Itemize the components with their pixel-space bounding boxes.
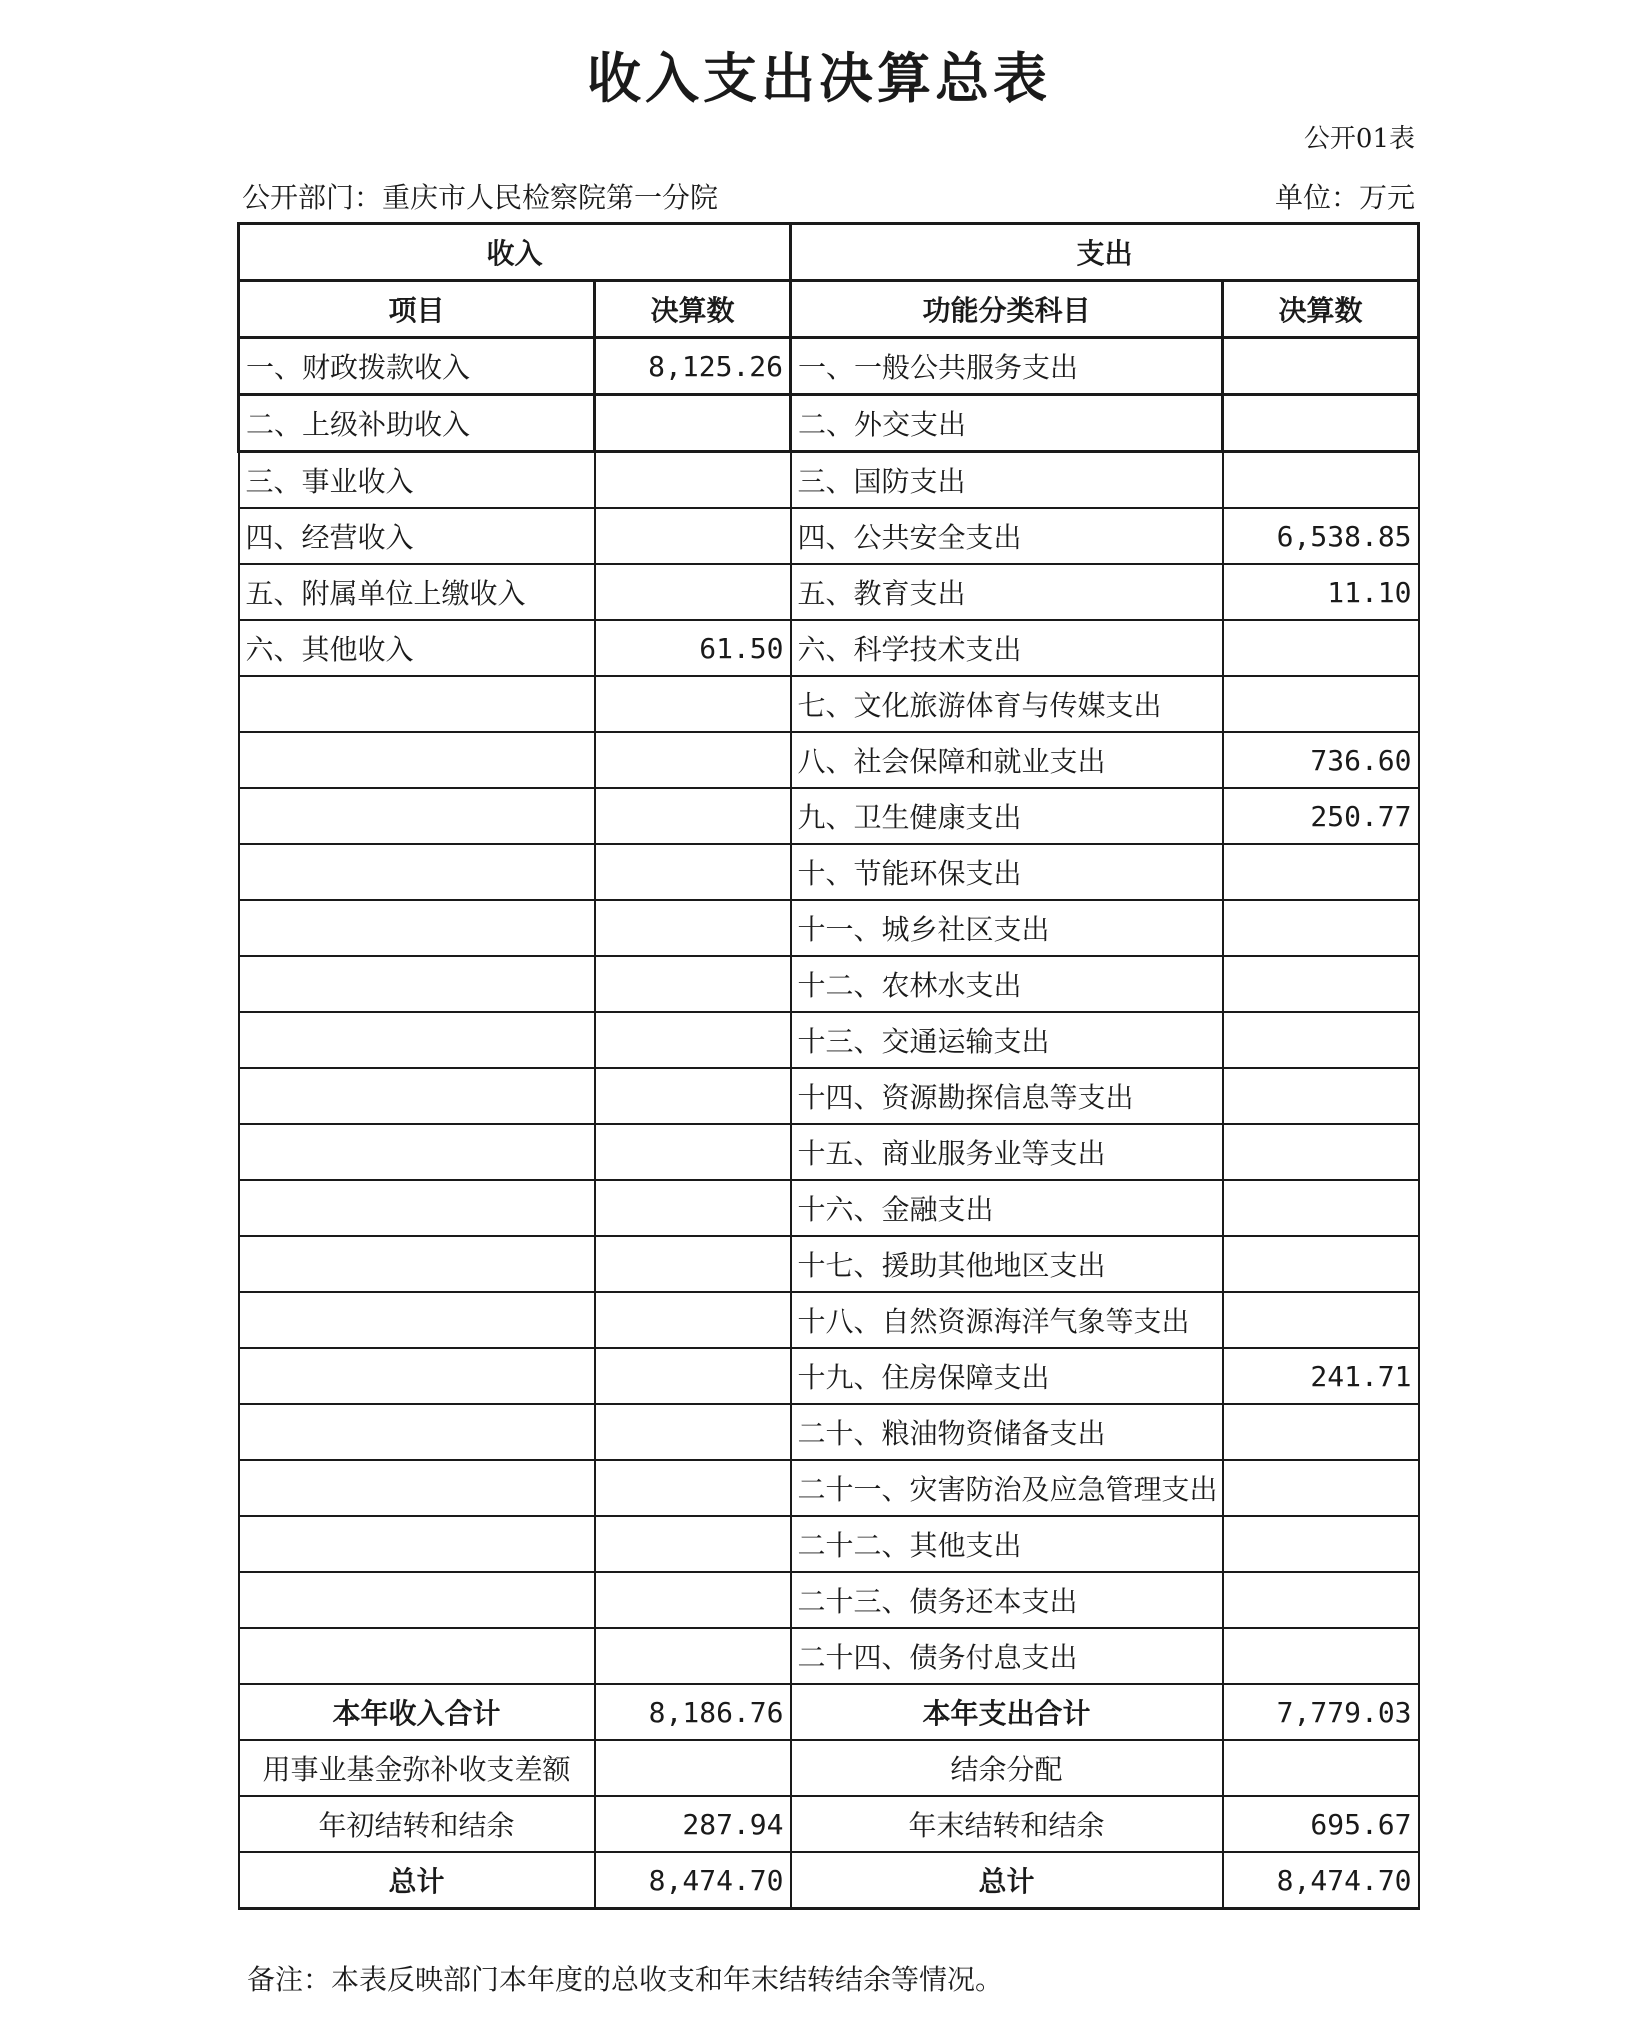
income-item-cell: 二、上级补助收入 bbox=[239, 395, 595, 452]
expense-item-cell: 四、公共安全支出 bbox=[791, 508, 1223, 564]
expense-amount-cell bbox=[1223, 620, 1419, 676]
summary-income-amount bbox=[595, 1740, 791, 1796]
table-row bbox=[239, 1628, 1419, 1684]
expense-item-cell: 六、科学技术支出 bbox=[791, 620, 1223, 676]
income-item-cell bbox=[239, 844, 595, 900]
table-row bbox=[239, 1180, 1419, 1236]
expense-amount-cell bbox=[1223, 1628, 1419, 1684]
expense-item-cell: 二十三、债务还本支出 bbox=[791, 1572, 1223, 1628]
income-amount-cell bbox=[595, 900, 791, 956]
table-row bbox=[239, 1516, 1419, 1572]
table-row bbox=[239, 452, 1419, 509]
income-amount-cell bbox=[595, 1348, 791, 1404]
income-item-cell bbox=[239, 1348, 595, 1404]
summary-expense-label: 总计 bbox=[791, 1852, 1223, 1909]
income-amount-cell bbox=[595, 788, 791, 844]
income-item-cell bbox=[239, 1068, 595, 1124]
table-row bbox=[239, 508, 1419, 564]
table-column-header-row bbox=[239, 281, 1419, 338]
table-row bbox=[239, 338, 1419, 395]
expense-item-cell: 十六、金融支出 bbox=[791, 1180, 1223, 1236]
expense-item-cell: 二十、粮油物资储备支出 bbox=[791, 1404, 1223, 1460]
income-item-cell bbox=[239, 1404, 595, 1460]
income-item-cell: 一、财政拨款收入 bbox=[239, 338, 595, 395]
expense-amount-cell bbox=[1223, 676, 1419, 732]
table-row bbox=[239, 395, 1419, 452]
summary-row bbox=[239, 1796, 1419, 1852]
expense-amount-cell bbox=[1223, 395, 1419, 452]
income-amount-header: 决算数 bbox=[595, 281, 791, 338]
income-amount-cell bbox=[595, 1236, 791, 1292]
expense-item-cell: 八、社会保障和就业支出 bbox=[791, 732, 1223, 788]
income-item-cell: 五、附属单位上缴收入 bbox=[239, 564, 595, 620]
table-row bbox=[239, 732, 1419, 788]
summary-income-amount: 8,474.70 bbox=[595, 1852, 791, 1909]
income-item-cell: 四、经营收入 bbox=[239, 508, 595, 564]
expense-item-cell: 十、节能环保支出 bbox=[791, 844, 1223, 900]
table-row bbox=[239, 788, 1419, 844]
income-item-cell bbox=[239, 1292, 595, 1348]
income-item-cell bbox=[239, 788, 595, 844]
expense-section-header: 支出 bbox=[791, 224, 1419, 281]
income-amount-cell bbox=[595, 564, 791, 620]
table-row bbox=[239, 620, 1419, 676]
budget-table bbox=[237, 222, 1420, 1910]
table-row bbox=[239, 1292, 1419, 1348]
summary-income-label: 总计 bbox=[239, 1852, 595, 1909]
expense-amount-cell bbox=[1223, 1516, 1419, 1572]
income-amount-cell bbox=[595, 1404, 791, 1460]
income-item-cell bbox=[239, 1628, 595, 1684]
expense-amount-cell bbox=[1223, 452, 1419, 509]
page-title: 收入支出决算总表 bbox=[587, 47, 1051, 110]
table-row bbox=[239, 564, 1419, 620]
income-item-cell bbox=[239, 1572, 595, 1628]
income-item-cell bbox=[239, 900, 595, 956]
income-amount-cell bbox=[595, 956, 791, 1012]
summary-expense-label: 年末结转和结余 bbox=[791, 1796, 1223, 1852]
income-amount-cell bbox=[595, 1460, 791, 1516]
summary-income-amount: 8,186.76 bbox=[595, 1684, 791, 1740]
expense-item-cell: 一、一般公共服务支出 bbox=[791, 338, 1223, 395]
summary-income-label: 年初结转和结余 bbox=[239, 1796, 595, 1852]
summary-income-amount: 287.94 bbox=[595, 1796, 791, 1852]
income-item-cell: 六、其他收入 bbox=[239, 620, 595, 676]
income-item-cell bbox=[239, 1012, 595, 1068]
expense-amount-cell: 241.71 bbox=[1223, 1348, 1419, 1404]
expense-item-cell: 二十二、其他支出 bbox=[791, 1516, 1223, 1572]
expense-item-cell: 十一、城乡社区支出 bbox=[791, 900, 1223, 956]
income-amount-cell bbox=[595, 1572, 791, 1628]
table-row bbox=[239, 844, 1419, 900]
income-item-header: 项目 bbox=[239, 281, 595, 338]
expense-amount-cell bbox=[1223, 956, 1419, 1012]
income-item-cell bbox=[239, 1180, 595, 1236]
expense-amount-cell bbox=[1223, 1572, 1419, 1628]
income-amount-cell bbox=[595, 676, 791, 732]
expense-item-cell: 二十四、债务付息支出 bbox=[791, 1628, 1223, 1684]
expense-item-header: 功能分类科目 bbox=[791, 281, 1223, 338]
expense-item-cell: 五、教育支出 bbox=[791, 564, 1223, 620]
expense-item-cell: 十七、援助其他地区支出 bbox=[791, 1236, 1223, 1292]
expense-item-cell: 三、国防支出 bbox=[791, 452, 1223, 509]
table-body bbox=[239, 338, 1419, 1909]
expense-item-cell: 十八、自然资源海洋气象等支出 bbox=[791, 1292, 1223, 1348]
income-item-cell: 三、事业收入 bbox=[239, 452, 595, 509]
department-label: 公开部门：重庆市人民检察院第一分院 bbox=[242, 181, 719, 214]
expense-amount-cell bbox=[1223, 1460, 1419, 1516]
expense-amount-cell bbox=[1223, 1124, 1419, 1180]
income-item-cell bbox=[239, 676, 595, 732]
table-row bbox=[239, 1348, 1419, 1404]
income-amount-cell bbox=[595, 732, 791, 788]
table-row bbox=[239, 956, 1419, 1012]
income-amount-cell bbox=[595, 452, 791, 509]
income-item-cell bbox=[239, 1516, 595, 1572]
unit-label: 单位：万元 bbox=[1274, 181, 1415, 214]
summary-row bbox=[239, 1740, 1419, 1796]
income-item-cell bbox=[239, 1460, 595, 1516]
expense-amount-cell bbox=[1223, 1404, 1419, 1460]
income-amount-cell bbox=[595, 1012, 791, 1068]
summary-income-label: 用事业基金弥补收支差额 bbox=[239, 1740, 595, 1796]
summary-expense-label: 本年支出合计 bbox=[791, 1684, 1223, 1740]
expense-amount-cell bbox=[1223, 1068, 1419, 1124]
expense-amount-cell bbox=[1223, 1292, 1419, 1348]
summary-expense-amount: 695.67 bbox=[1223, 1796, 1419, 1852]
expense-item-cell: 二、外交支出 bbox=[791, 395, 1223, 452]
summary-expense-amount: 8,474.70 bbox=[1223, 1852, 1419, 1909]
income-amount-cell: 8,125.26 bbox=[595, 338, 791, 395]
income-amount-cell bbox=[595, 1628, 791, 1684]
table-row bbox=[239, 1404, 1419, 1460]
income-amount-cell bbox=[595, 1516, 791, 1572]
summary-expense-label: 结余分配 bbox=[791, 1740, 1223, 1796]
income-amount-cell bbox=[595, 1292, 791, 1348]
expense-amount-cell: 250.77 bbox=[1223, 788, 1419, 844]
expense-amount-cell bbox=[1223, 1012, 1419, 1068]
table-section-header-row bbox=[239, 224, 1419, 281]
table-row bbox=[239, 1572, 1419, 1628]
summary-row bbox=[239, 1684, 1419, 1740]
summary-expense-amount: 7,779.03 bbox=[1223, 1684, 1419, 1740]
income-amount-cell bbox=[595, 395, 791, 452]
table-row bbox=[239, 1012, 1419, 1068]
income-item-cell bbox=[239, 732, 595, 788]
income-amount-cell bbox=[595, 1180, 791, 1236]
expense-item-cell: 十九、住房保障支出 bbox=[791, 1348, 1223, 1404]
expense-amount-cell bbox=[1223, 338, 1419, 395]
income-section-header: 收入 bbox=[239, 224, 791, 281]
table-row bbox=[239, 900, 1419, 956]
table-row bbox=[239, 1460, 1419, 1516]
expense-item-cell: 二十一、灾害防治及应急管理支出 bbox=[791, 1460, 1223, 1516]
table-row bbox=[239, 676, 1419, 732]
expense-amount-cell: 11.10 bbox=[1223, 564, 1419, 620]
summary-expense-amount bbox=[1223, 1740, 1419, 1796]
expense-amount-cell bbox=[1223, 844, 1419, 900]
income-item-cell bbox=[239, 956, 595, 1012]
expense-amount-cell: 6,538.85 bbox=[1223, 508, 1419, 564]
income-amount-cell bbox=[595, 508, 791, 564]
summary-row bbox=[239, 1852, 1419, 1909]
expense-item-cell: 十二、农林水支出 bbox=[791, 956, 1223, 1012]
expense-item-cell: 七、文化旅游体育与传媒支出 bbox=[791, 676, 1223, 732]
expense-amount-header: 决算数 bbox=[1223, 281, 1419, 338]
table-row bbox=[239, 1236, 1419, 1292]
income-amount-cell bbox=[595, 844, 791, 900]
income-amount-cell bbox=[595, 1068, 791, 1124]
income-amount-cell bbox=[595, 1124, 791, 1180]
summary-income-label: 本年收入合计 bbox=[239, 1684, 595, 1740]
table-row bbox=[239, 1124, 1419, 1180]
expense-amount-cell bbox=[1223, 900, 1419, 956]
form-number: 公开01表 bbox=[1303, 124, 1415, 154]
expense-amount-cell bbox=[1223, 1236, 1419, 1292]
table-row bbox=[239, 1068, 1419, 1124]
footnote: 备注：本表反映部门本年度的总收支和年末结转结余等情况。 bbox=[247, 1963, 1004, 1996]
expense-item-cell: 十四、资源勘探信息等支出 bbox=[791, 1068, 1223, 1124]
income-amount-cell: 61.50 bbox=[595, 620, 791, 676]
expense-item-cell: 十三、交通运输支出 bbox=[791, 1012, 1223, 1068]
expense-amount-cell bbox=[1223, 1180, 1419, 1236]
expense-item-cell: 十五、商业服务业等支出 bbox=[791, 1124, 1223, 1180]
income-item-cell bbox=[239, 1236, 595, 1292]
income-item-cell bbox=[239, 1124, 595, 1180]
expense-item-cell: 九、卫生健康支出 bbox=[791, 788, 1223, 844]
expense-amount-cell: 736.60 bbox=[1223, 732, 1419, 788]
